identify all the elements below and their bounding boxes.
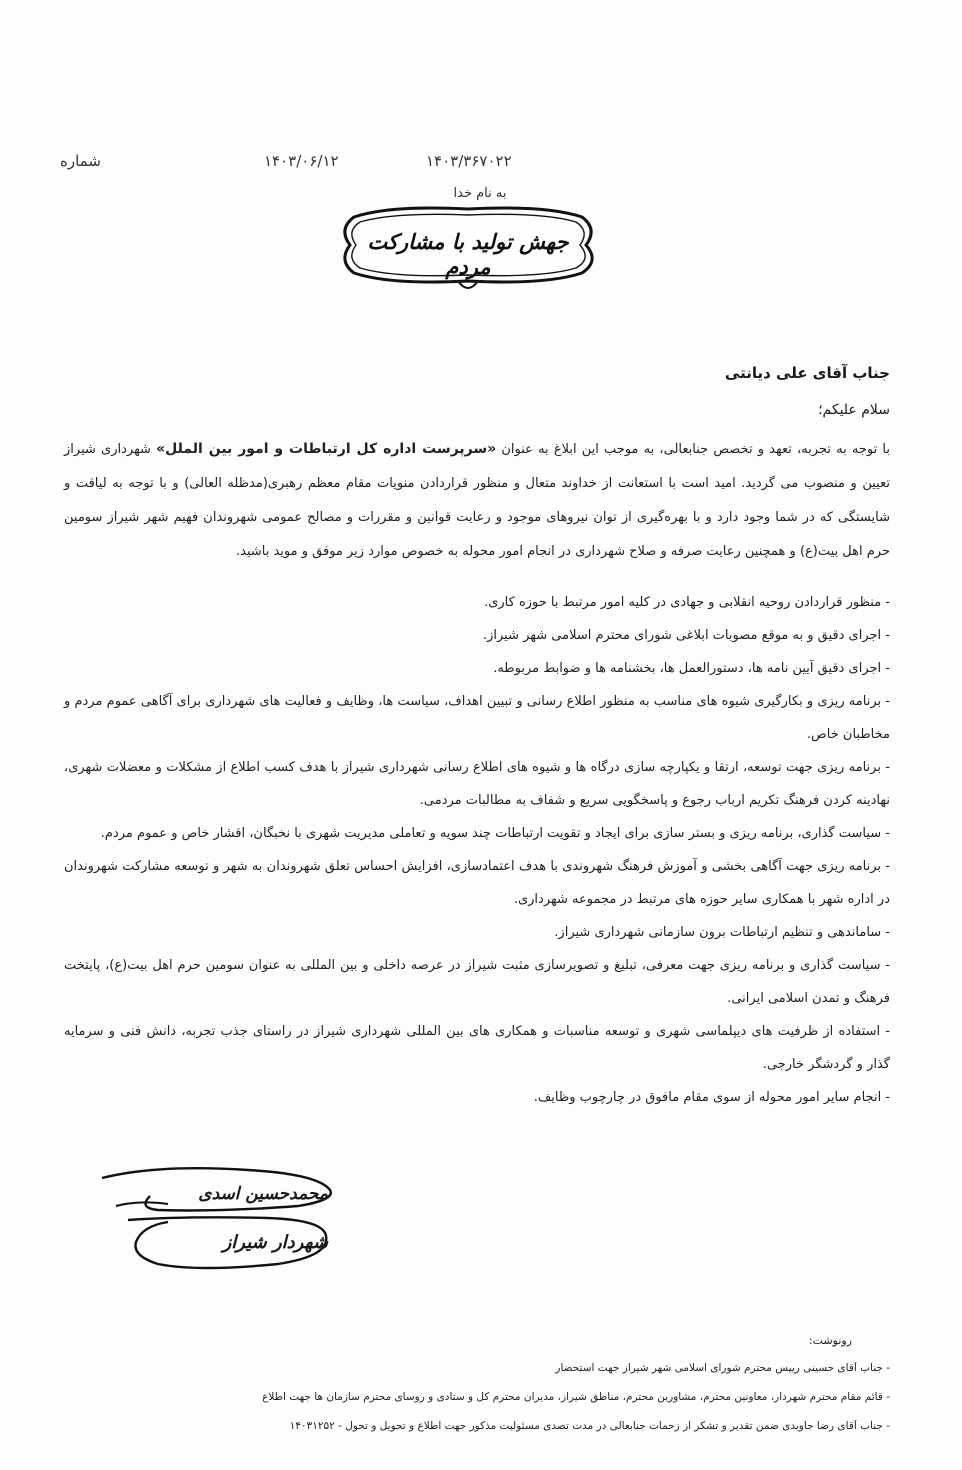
header-date: ۱۴۰۳/۰۶/۱۲ [264, 152, 339, 170]
signer-name: محمدحسین اسدی [198, 1184, 328, 1204]
list-item: - برنامه ریزی جهت توسعه، ارتقا و یکپارچه سازی درگاه ها و شیوه های اطلاع رسانی شهرداری شیراز با هدف کسب اطلاع از مشکلات و معضلات شهری، نهادینه کردن فرهنگ تکریم ارباب رجوع و پاسخگویی سریع و شفاف به مطالبات مردمی. [64, 760, 890, 808]
recipient: جناب آقای علی دیانتی [724, 364, 890, 382]
body-intro: با توجه به تجربه، تعهد و تخصص جنابعالی، به موجب این ابلاغ به عنوان [501, 442, 891, 457]
list-item: - اجرای دقیق و به موقع مصوبات ابلاغی شورای محترم اسلامی شهر شیراز. [482, 628, 890, 643]
list-item: - انجام سایر امور محوله از سوی مقام مافوق در چارچوب وظایف. [533, 1090, 890, 1105]
basmala: به نام خدا [453, 186, 507, 201]
letter-body [64, 432, 890, 569]
signature-block [98, 1160, 338, 1280]
cc-line: - جناب آقای حسینی رییس محترم شورای اسلامی شهر شیراز جهت استحضار [555, 1362, 890, 1374]
list-item: - برنامه ریزی جهت آگاهی بخشی و آموزش فرهنگ شهروندی با هدف اعتمادسازی، افزایش احساس تعلق شهروندان به شهر و توسعه مشارکت شهروندان در اداره شهر با همکاری سایر حوزه های مرتبط در مجموعه شهرداری. [64, 859, 890, 907]
list-item: - اجرای دقیق آیین نامه ها، دستورالعمل ها، بخشنامه ها و ضوابط مربوطه. [493, 661, 890, 676]
list-item: - ساماندهی و تنظیم ارتباطات برون سازمانی شهرداری شیراز. [554, 925, 890, 940]
header-number: ۱۴۰۳/۳۶۷۰۲۲ [426, 152, 512, 170]
body-paragraph [64, 432, 890, 569]
duty-list [64, 586, 890, 1114]
list-item: - سیاست گذاری و برنامه ریزی جهت معرفی، تبلیغ و تصویرسازی مثبت شیراز در عرصه داخلی و بین المللی به عنوان سومین حرم اهل بیت(ع)، پایتخت فرهنگ و تمدن اسلامی ایرانی. [64, 958, 890, 1006]
cc-label: رونوشت: [808, 1334, 852, 1347]
list-item: - استفاده از ظرفیت های دیپلماسی شهری و توسعه مناسبات و همکاری های بین المللی شهرداری شیراز در راستای جذب تجربه، دانش فنی و سرمایه گذار و گردشگر خارجی. [64, 1024, 890, 1072]
list-item: - منظور قراردادن روحیه انقلابی و جهادی در کلیه امور مرتبط با حوزه کاری. [484, 595, 890, 610]
header-number-label: شماره [60, 152, 101, 170]
cc-line: - جناب آقای رضا جاویدی ضمن تقدیر و تشکر از زحمات جنابعالی در مدت تصدی مسئولیت مذکور جهت اطلاع و تحویل و تحول - ۱۴۰۳۱۲۵۲ [289, 1420, 890, 1432]
signature-scribble-icon [98, 1160, 338, 1280]
body-rest: شهرداری شیراز تعیین و منصوب می گردید. امید است با استعانت از خداوند متعال و منظور قراردادن منویات مقام معظم رهبری(مدظله العالی) و با توجه به لیاقت و شایستگی که در شما وجود دارد و با بهره‌گیری از توان نیروهای موجود و رعایت قوانین و مقررات و مصالح عمومی شهروندان فهیم شهر شیراز سومین حرم اهل بیت(ع) و همچنین رعایت صرفه و صلاح شهرداری در انجام امور محوله به خصوص موارد زیر موفق و موید باشید. [64, 442, 890, 559]
slogan-text: جهش تولید با مشارکت مردم [367, 229, 569, 279]
list-item: - برنامه ریزی و بکارگیری شیوه های مناسب به منظور اطلاع رسانی و تبیین اهداف، سیاست ها، وظایف و فعالیت های شهرداری برای آگاهی عموم مردم و مخاطبان خاص. [64, 694, 890, 742]
signer-title: شهردار شیراز [222, 1232, 328, 1253]
list-item: - سیاست گذاری، برنامه ریزی و بستر سازی برای ایجاد و تقویت ارتباطات چند سویه و تعاملی مدیریت شهری با نخبگان، اقشار خاص و عموم مردم. [100, 826, 890, 841]
greeting: سلام علیکم؛ [818, 402, 890, 418]
cc-line: - قائم مقام محترم شهردار، معاونین محترم، مشاورین محترم، مناطق شیراز، مدیران محترم کل و ستادی و روسای محترم سازمان ها جهت اطلاع [262, 1391, 890, 1403]
slogan-logo [330, 205, 606, 297]
position-title: «سرپرست اداره کل ارتباطات و امور بین الملل» [156, 441, 497, 457]
